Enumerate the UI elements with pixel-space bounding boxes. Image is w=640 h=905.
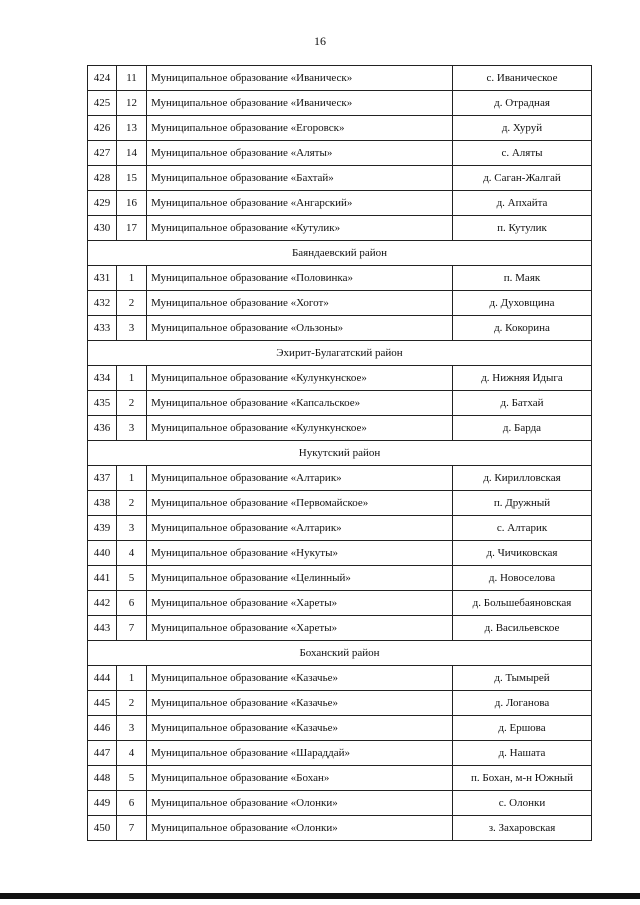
sub-number: 5 — [117, 566, 147, 591]
row-number: 429 — [88, 191, 117, 216]
settlement-name: д. Хуруй — [453, 116, 592, 141]
page-number: 16 — [314, 34, 326, 48]
table-row — [88, 816, 592, 841]
municipality-name: Муниципальное образование «Бохан» — [147, 766, 453, 791]
row-number: 436 — [88, 416, 117, 441]
table-row — [88, 416, 592, 441]
table-row — [88, 191, 592, 216]
row-number: 428 — [88, 166, 117, 191]
sub-number: 1 — [117, 366, 147, 391]
sub-number: 4 — [117, 541, 147, 566]
settlement-name: д. Новоселова — [453, 566, 592, 591]
district-header-row — [88, 641, 592, 666]
sub-number: 2 — [117, 491, 147, 516]
row-number: 433 — [88, 316, 117, 341]
table-row — [88, 366, 592, 391]
table-row — [88, 66, 592, 91]
settlement-name: д. Ершова — [453, 716, 592, 741]
municipality-name: Муниципальное образование «Казачье» — [147, 666, 453, 691]
table-row — [88, 316, 592, 341]
municipality-name: Муниципальное образование «Капсальское» — [147, 391, 453, 416]
sub-number: 2 — [117, 391, 147, 416]
settlement-name: п. Бохан, м-н Южный — [453, 766, 592, 791]
municipality-name: Муниципальное образование «Хареты» — [147, 616, 453, 641]
sub-number: 3 — [117, 516, 147, 541]
sub-number: 17 — [117, 216, 147, 241]
sub-number: 3 — [117, 716, 147, 741]
municipality-name: Муниципальное образование «Кулункунское» — [147, 416, 453, 441]
table-row — [88, 516, 592, 541]
sub-number: 12 — [117, 91, 147, 116]
settlement-name: д. Саган-Жалгай — [453, 166, 592, 191]
settlement-name: д. Барда — [453, 416, 592, 441]
settlements-table-body — [88, 66, 592, 841]
row-number: 437 — [88, 466, 117, 491]
sub-number: 3 — [117, 316, 147, 341]
row-number: 425 — [88, 91, 117, 116]
table-row — [88, 591, 592, 616]
table-row — [88, 566, 592, 591]
table-row — [88, 741, 592, 766]
municipality-name: Муниципальное образование «Алтарик» — [147, 516, 453, 541]
municipality-name: Муниципальное образование «Кутулик» — [147, 216, 453, 241]
table-row — [88, 616, 592, 641]
sub-number: 2 — [117, 291, 147, 316]
row-number: 450 — [88, 816, 117, 841]
row-number: 448 — [88, 766, 117, 791]
municipality-name: Муниципальное образование «Ользоны» — [147, 316, 453, 341]
table-row — [88, 141, 592, 166]
row-number: 443 — [88, 616, 117, 641]
table-row — [88, 391, 592, 416]
district-header-row — [88, 341, 592, 366]
settlement-name: п. Дружный — [453, 491, 592, 516]
sub-number: 2 — [117, 691, 147, 716]
settlement-name: с. Олонки — [453, 791, 592, 816]
settlement-name: д. Нижняя Идыга — [453, 366, 592, 391]
row-number: 434 — [88, 366, 117, 391]
row-number: 427 — [88, 141, 117, 166]
sub-number: 13 — [117, 116, 147, 141]
row-number: 441 — [88, 566, 117, 591]
settlement-name: д. Нашата — [453, 741, 592, 766]
sub-number: 5 — [117, 766, 147, 791]
table-row — [88, 716, 592, 741]
row-number: 442 — [88, 591, 117, 616]
sub-number: 14 — [117, 141, 147, 166]
settlement-name: д. Батхай — [453, 391, 592, 416]
settlement-name: д. Кокорина — [453, 316, 592, 341]
row-number: 438 — [88, 491, 117, 516]
municipality-name: Муниципальное образование «Егоровск» — [147, 116, 453, 141]
municipality-name: Муниципальное образование «Казачье» — [147, 691, 453, 716]
row-number: 449 — [88, 791, 117, 816]
settlement-name: д. Кирилловская — [453, 466, 592, 491]
settlement-name: с. Иваническое — [453, 66, 592, 91]
settlements-table — [87, 65, 592, 841]
sub-number: 16 — [117, 191, 147, 216]
settlement-name: д. Духовщина — [453, 291, 592, 316]
municipality-name: Муниципальное образование «Первомайское» — [147, 491, 453, 516]
sub-number: 3 — [117, 416, 147, 441]
municipality-name: Муниципальное образование «Иваническ» — [147, 66, 453, 91]
sub-number: 4 — [117, 741, 147, 766]
sub-number: 6 — [117, 591, 147, 616]
settlement-name: з. Захаровская — [453, 816, 592, 841]
table-row — [88, 291, 592, 316]
table-row — [88, 466, 592, 491]
row-number: 444 — [88, 666, 117, 691]
table-row — [88, 791, 592, 816]
municipality-name: Муниципальное образование «Олонки» — [147, 791, 453, 816]
sub-number: 1 — [117, 666, 147, 691]
table-row — [88, 216, 592, 241]
settlement-name: с. Алтарик — [453, 516, 592, 541]
sub-number: 1 — [117, 466, 147, 491]
row-number: 432 — [88, 291, 117, 316]
municipality-name: Муниципальное образование «Ангарский» — [147, 191, 453, 216]
municipality-name: Муниципальное образование «Половинка» — [147, 266, 453, 291]
sub-number: 1 — [117, 266, 147, 291]
municipality-name: Муниципальное образование «Бахтай» — [147, 166, 453, 191]
settlement-name: д. Васильевское — [453, 616, 592, 641]
municipality-name: Муниципальное образование «Целинный» — [147, 566, 453, 591]
row-number: 446 — [88, 716, 117, 741]
municipality-name: Муниципальное образование «Хогот» — [147, 291, 453, 316]
sub-number: 6 — [117, 791, 147, 816]
municipality-name: Муниципальное образование «Шараддай» — [147, 741, 453, 766]
district-title: Боханский район — [88, 641, 592, 666]
district-title: Нукутский район — [88, 441, 592, 466]
table-row — [88, 541, 592, 566]
sub-number: 7 — [117, 616, 147, 641]
settlement-name: с. Аляты — [453, 141, 592, 166]
row-number: 431 — [88, 266, 117, 291]
settlement-name: д. Тымырей — [453, 666, 592, 691]
row-number: 439 — [88, 516, 117, 541]
settlement-name: д. Чичиковская — [453, 541, 592, 566]
settlement-name: д. Отрадная — [453, 91, 592, 116]
row-number: 426 — [88, 116, 117, 141]
row-number: 445 — [88, 691, 117, 716]
table-row — [88, 166, 592, 191]
district-header-row — [88, 241, 592, 266]
row-number: 424 — [88, 66, 117, 91]
district-title: Эхирит-Булагатский район — [88, 341, 592, 366]
sub-number: 15 — [117, 166, 147, 191]
table-row — [88, 491, 592, 516]
table-row — [88, 91, 592, 116]
municipality-name: Муниципальное образование «Кулункунское» — [147, 366, 453, 391]
municipality-name: Муниципальное образование «Казачье» — [147, 716, 453, 741]
sub-number: 11 — [117, 66, 147, 91]
district-title: Баяндаевский район — [88, 241, 592, 266]
municipality-name: Муниципальное образование «Аляты» — [147, 141, 453, 166]
row-number: 440 — [88, 541, 117, 566]
table-row — [88, 766, 592, 791]
row-number: 430 — [88, 216, 117, 241]
municipality-name: Муниципальное образование «Олонки» — [147, 816, 453, 841]
municipality-name: Муниципальное образование «Хареты» — [147, 591, 453, 616]
row-number: 447 — [88, 741, 117, 766]
settlement-name: п. Маяк — [453, 266, 592, 291]
table-row — [88, 691, 592, 716]
table-row — [88, 666, 592, 691]
settlement-name: д. Большебаяновская — [453, 591, 592, 616]
row-number: 435 — [88, 391, 117, 416]
municipality-name: Муниципальное образование «Алтарик» — [147, 466, 453, 491]
settlement-name: п. Кутулик — [453, 216, 592, 241]
page-bottom-border — [0, 893, 640, 899]
settlement-name: д. Логанова — [453, 691, 592, 716]
settlement-name: д. Апхайта — [453, 191, 592, 216]
table-row — [88, 266, 592, 291]
district-header-row — [88, 441, 592, 466]
sub-number: 7 — [117, 816, 147, 841]
municipality-name: Муниципальное образование «Нукуты» — [147, 541, 453, 566]
municipality-name: Муниципальное образование «Иваническ» — [147, 91, 453, 116]
table-row — [88, 116, 592, 141]
